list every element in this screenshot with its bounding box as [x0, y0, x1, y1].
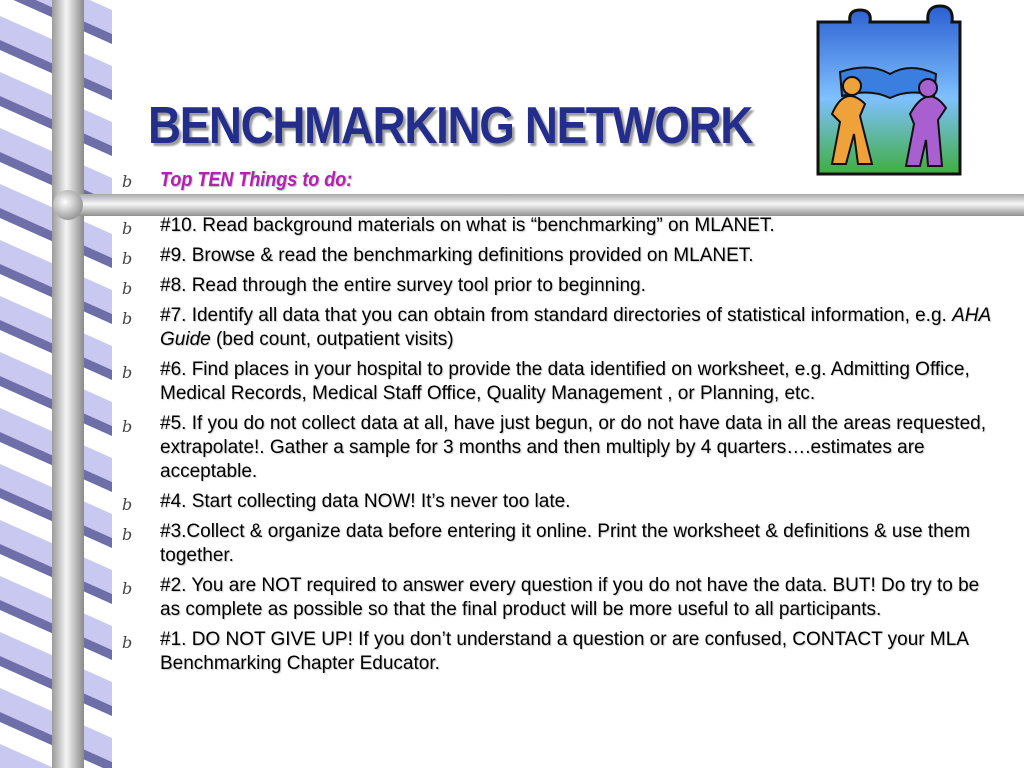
list-item: [120, 490, 1000, 514]
bullet-icon: b: [122, 579, 133, 598]
bullet-icon: b: [122, 219, 133, 238]
item-text-emphasis: AHA Guide: [160, 305, 991, 350]
bullet-icon: b: [122, 309, 133, 328]
bullet-icon: b: [122, 417, 133, 436]
list-item: [120, 274, 1000, 298]
bullet-icon: b: [122, 363, 133, 382]
list-item: [120, 244, 1000, 268]
list-item: [120, 520, 1000, 568]
list-item: [120, 304, 1000, 352]
list-item: [120, 412, 1000, 484]
bullet-icon: b: [122, 279, 133, 298]
subtitle-bullet-icon: b: [122, 172, 133, 191]
item-text: #6. Find places in your hospital to provide the data identified on worksheet, e.g. Admitting Office, Medical Records, Medical Staff Office, Quality Management , or Planning, etc.: [160, 359, 970, 404]
item-text-continued: (bed count, outpatient visits): [210, 329, 454, 350]
bullet-icon: b: [122, 249, 133, 268]
todo-list: [120, 214, 1000, 682]
bullet-icon: b: [122, 525, 133, 544]
bullet-icon: b: [122, 633, 133, 652]
item-text: #10. Read background materials on what is “benchmarking” on MLANET.: [160, 215, 775, 236]
list-item: [120, 628, 1000, 676]
item-text: #1. DO NOT GIVE UP! If you don’t understand a question or are confused, CONTACT your MLA Benchmarking Chapter Educator.: [160, 629, 968, 674]
item-text: #8. Read through the entire survey tool prior to beginning.: [160, 275, 646, 296]
bullet-icon: b: [122, 495, 133, 514]
item-text: #2. You are NOT required to answer every question if you do not have the data. BUT! Do try to be as complete as possible so that the final product will be more useful to all participants.: [160, 575, 980, 620]
item-text: #5. If you do not collect data at all, have just begun, or do not have data in all the areas requested, extrapolate!. Gather a sample for 3 months and then multiply by 4 quarters….estimates are acceptable.: [160, 413, 986, 482]
item-text: #4. Start collecting data NOW! It’s never too late.: [160, 491, 571, 512]
list-item: [120, 214, 1000, 238]
item-text: #3.Collect & organize data before entering it online. Print the worksheet & definitions & use them together.: [160, 521, 971, 566]
puzzle-people-clipart-icon: [810, 4, 968, 180]
item-text: #9. Browse & read the benchmarking definitions provided on MLANET.: [160, 245, 754, 266]
list-item: [120, 358, 1000, 406]
item-text: #7. Identify all data that you can obtain from standard directories of statistical information, e.g.: [160, 305, 953, 326]
slide-title: BENCHMARKING NETWORK: [148, 97, 753, 155]
subtitle: Top TEN Things to do:: [160, 169, 353, 191]
list-item: [120, 574, 1000, 622]
left-decorative-border: [0, 0, 112, 768]
